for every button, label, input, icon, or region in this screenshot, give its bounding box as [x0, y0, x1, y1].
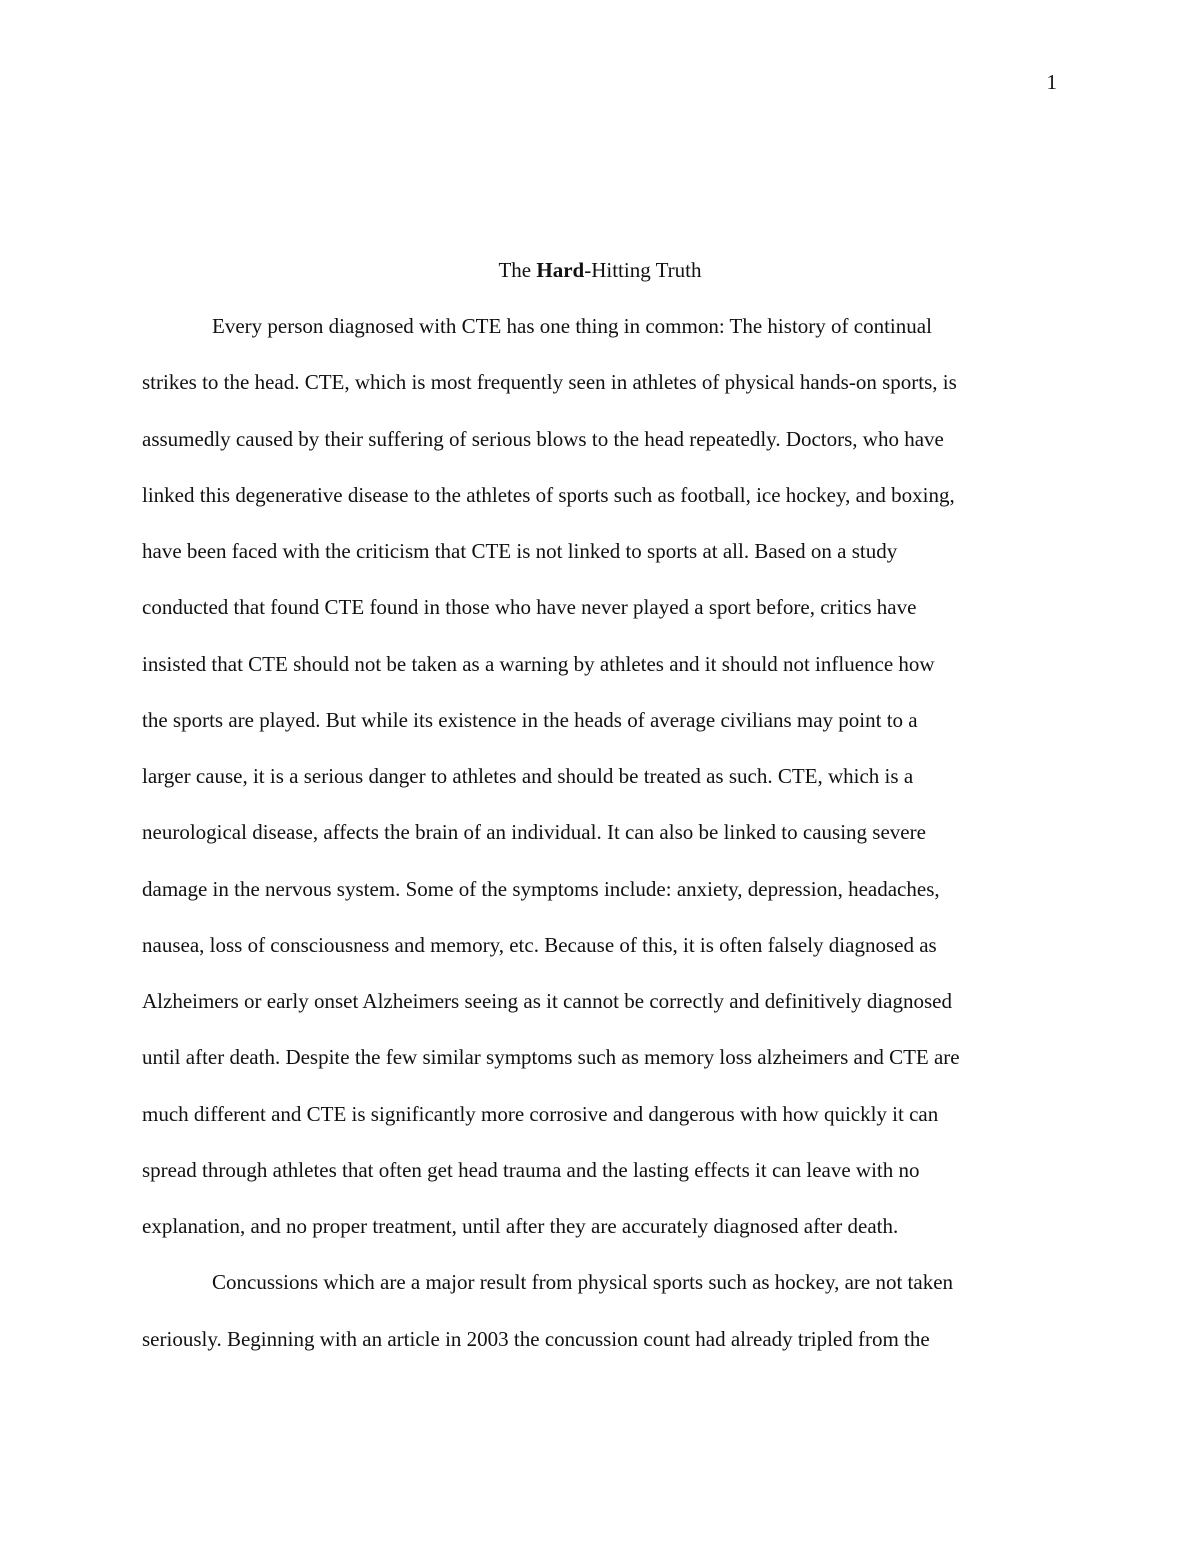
text-line: damage in the nervous system. Some of the symptoms include: anxiety, depression, headaches,	[142, 876, 940, 901]
title-before: The	[498, 258, 537, 282]
text-line: Alzheimers or early onset Alzheimers seeing as it cannot be correctly and definitively diagnosed	[142, 989, 952, 1013]
text-line: conducted that found CTE found in those who have never played a sport before, critics have	[142, 595, 917, 620]
text-line: linked this degenerative disease to the athletes of sports such as football, ice hockey, and boxing,	[142, 482, 955, 507]
text-line: spread through athletes that often get head trauma and the lasting effects it can leave with no	[142, 1157, 920, 1182]
text-line: the sports are played. But while its existence in the heads of average civilians may point to a	[142, 707, 918, 732]
text-line: have been faced with the criticism that CTE is not linked to sports at all. Based on a study	[142, 539, 898, 563]
title-bold-word: Hard	[536, 258, 585, 282]
text-line: nausea, loss of consciousness and memory, etc. Because of this, it is often falsely diagnosed as	[142, 932, 937, 957]
text-line: Concussions which are a major result from physical sports such as hockey, are not taken	[212, 1270, 954, 1295]
text-line: insisted that CTE should not be taken as a warning by athletes and it should not influence how	[142, 651, 935, 676]
text-line: much different and CTE is significantly more corrosive and dangerous with how quickly it can	[142, 1101, 939, 1126]
text-line: strikes to the head. CTE, which is most frequently seen in athletes of physical hands-on sports, is	[142, 370, 957, 395]
text-line: larger cause, it is a serious danger to athletes and should be treated as such. CTE, which is a	[142, 764, 914, 788]
title-after: -Hitting Truth	[584, 258, 702, 282]
text-line: explanation, and no proper treatment, until after they are accurately diagnosed after death.	[142, 1214, 899, 1238]
text-line: seriously. Beginning with an article in 2003 the concussion count had already tripled from the	[142, 1326, 930, 1351]
essay-title	[0, 256, 1200, 284]
text-line: Every person diagnosed with CTE has one thing in common: The history of continual	[212, 314, 932, 338]
text-line: until after death. Despite the few similar symptoms such as memory loss alzheimers and CTE are	[142, 1045, 960, 1070]
page-number: 1	[1046, 70, 1057, 94]
text-line: assumedly caused by their suffering of serious blows to the head repeatedly. Doctors, who have	[142, 426, 944, 451]
text-line: neurological disease, affects the brain of an individual. It can also be linked to causing severe	[142, 820, 926, 845]
